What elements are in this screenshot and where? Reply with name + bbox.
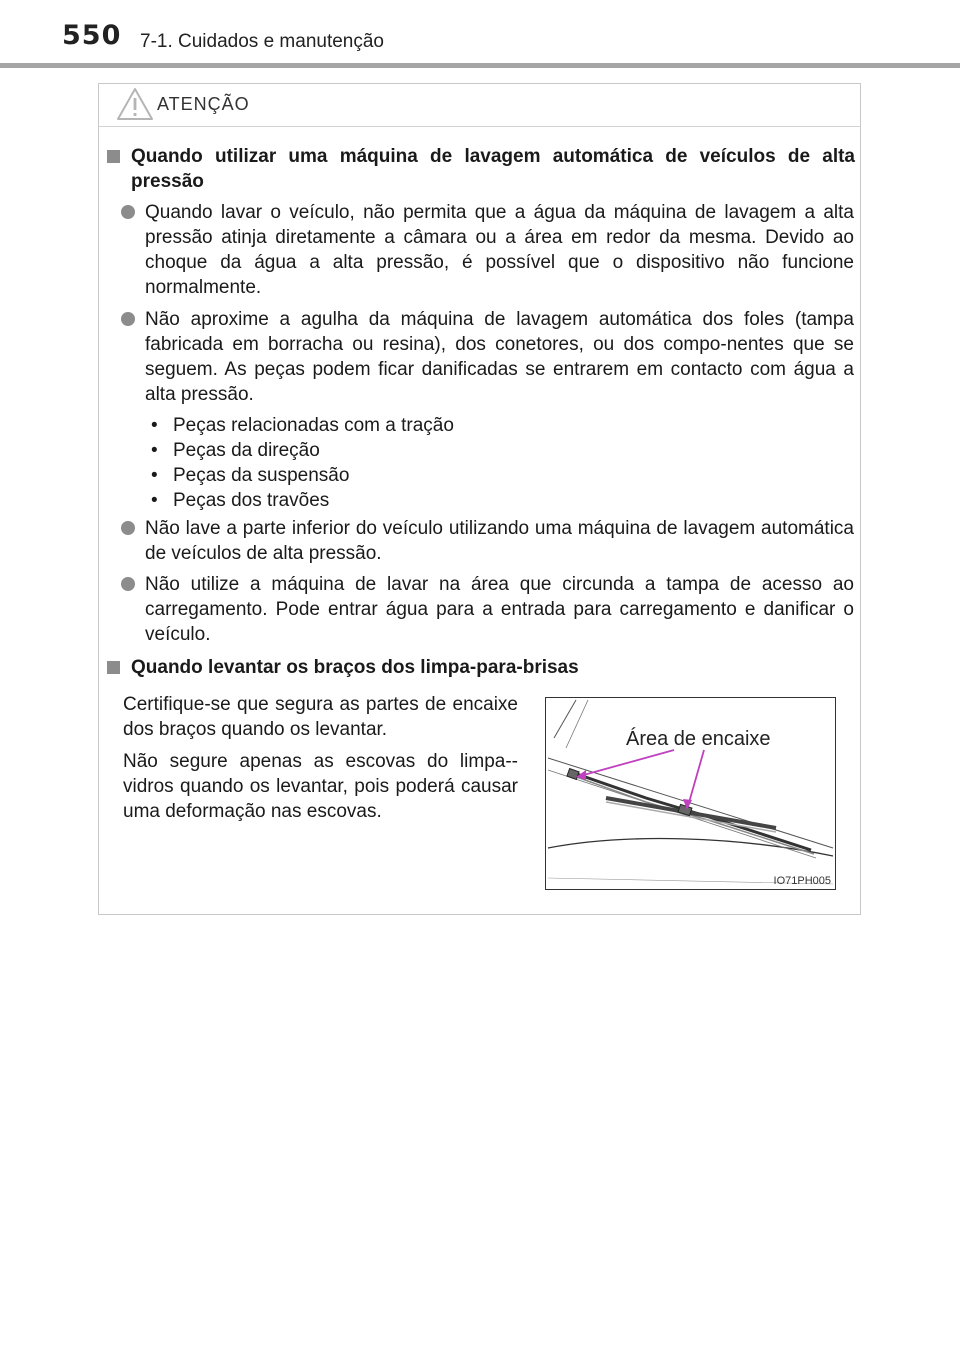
paragraph: Não segure apenas as escovas do limpa--vidros quando os levantar, pois poderá causar uma deformação nas escovas. — [123, 751, 518, 822]
header-rule — [0, 63, 960, 68]
sub-list-item-text: Peças da suspensão — [173, 465, 350, 486]
section-heading-text: Quando levantar os braços dos limpa-para-brisas — [131, 657, 579, 678]
caution-box — [98, 83, 861, 915]
list-item-text: Não utilize a máquina de lavar na área que circunda a tampa de acesso ao carregamento. Pode entrar água para a entrada para carregamento e danificar o veículo. — [145, 574, 854, 645]
list-item-text: Quando lavar o veículo, não permita que a água da máquina de lavagem a alta pressão atinja diretamente a câmara ou a área em redor da mesma. Devido ao choque da água a alta pressão, é possível que o dispositivo não funcione normalmente. — [145, 202, 854, 298]
sub-list-item: • Peças da direção — [151, 438, 751, 463]
sub-list-item: • Peças da suspensão — [151, 463, 751, 488]
circle-bullet-icon — [121, 521, 135, 535]
section-heading — [107, 655, 855, 680]
figure-callout: Área de encaixe — [626, 728, 771, 750]
section-heading-text: Quando utilizar uma máquina de lavagem automática de veículos de alta pressão — [131, 146, 855, 192]
paragraph: Certifique-se que segura as partes de encaixe dos braços quando os levantar. — [123, 694, 518, 740]
caution-header — [99, 84, 860, 127]
page-header — [0, 0, 960, 70]
square-bullet-icon — [107, 150, 120, 163]
square-bullet-icon — [107, 661, 120, 674]
list-item — [121, 307, 854, 407]
wiper-arm-drawing — [546, 698, 835, 889]
list-item-text: Não aproxime a agulha da máquina de lavagem automática dos foles (tampa fabricada em borracha ou resina), dos conetores, ou dos compo-nentes que se seguem. As peças podem ficar danificadas se entrarem em contacto com água a alta pressão. — [145, 309, 854, 405]
section-heading — [107, 144, 855, 194]
figure-code: IO71PH005 — [773, 875, 831, 887]
circle-bullet-icon — [121, 312, 135, 326]
list-item-text: Não lave a parte inferior do veículo utilizando uma máquina de lavagem automática de veículos de alta pressão. — [145, 518, 854, 564]
sub-list-item-text: Peças dos travões — [173, 490, 330, 511]
list-item — [121, 516, 854, 566]
list-item — [121, 200, 854, 300]
list-item — [121, 572, 854, 647]
warning-triangle-icon — [115, 86, 155, 122]
wiper-illustration — [545, 697, 836, 890]
page-number: 550 — [62, 20, 122, 51]
sub-list-item-text: Peças relacionadas com a tração — [173, 415, 454, 436]
circle-bullet-icon — [121, 577, 135, 591]
caution-title: ATENÇÃO — [157, 94, 250, 114]
sub-list-item: • Peças relacionadas com a tração — [151, 413, 751, 438]
section-title: 7-1. Cuidados e manutenção — [140, 31, 384, 52]
sub-list-item: • Peças dos travões — [151, 488, 751, 513]
circle-bullet-icon — [121, 205, 135, 219]
sub-list-item-text: Peças da direção — [173, 440, 320, 461]
